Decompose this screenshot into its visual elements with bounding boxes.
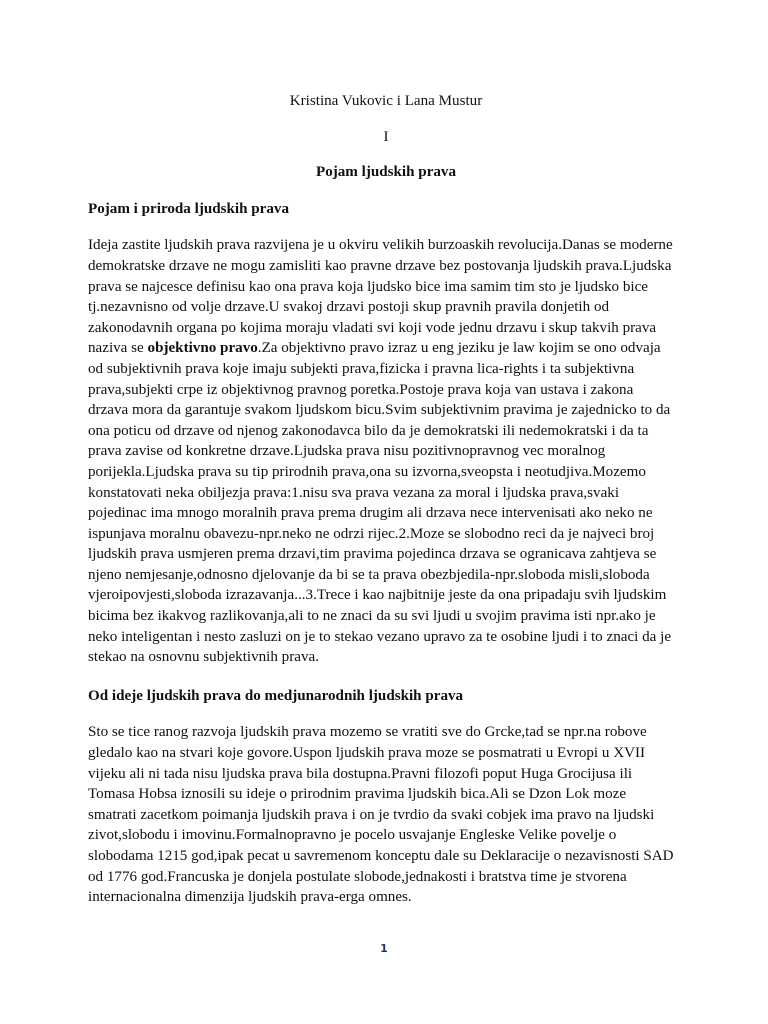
section-heading-pojam-i-priroda: Pojam i priroda ljudskih prava	[88, 200, 290, 217]
document-title: Pojam ljudskih prava	[315, 164, 457, 181]
author-line: Kristina Vukovic i Lana Mustur	[289, 93, 483, 109]
section-paragraph-pojam-i-priroda	[88, 235, 684, 667]
bold-term-objektivno-pravo: objektivno pravo	[147, 340, 258, 357]
paragraph-text-before-term: Ideja zastite ljudskih prava razvijena je u okviru velikih burzoaskih revolucija.Danas se moderne demokratske drzave ne mogu zamisliti kao pravne drzave bez postovanja ljudskih prava.Ljudska prava se najcesce definisu kao ona prava koja ljudsko bice ima samim tim sto je ljudsko bice tj.nezavnisno od volje drzave.U svakoj drzavi postoji skup pravnih pravila donjetih od zakonodavnih organa po kojima moraju vladati svi koji vode jednu drzavu i skup takvih prava naziva se	[88, 237, 673, 357]
section-heading-od-ideje: Od ideje ljudskih prava do medjunarodnih ljudskih prava	[88, 687, 464, 704]
chapter-numeral: I	[383, 128, 389, 145]
page-content	[88, 91, 684, 926]
page-number: 1	[380, 942, 388, 955]
paragraph-text-after-term: .Za objektivno pravo izraz u eng jeziku je law kojim se ono odvaja od subjektivnih prava koje imaju subjekti prava,fizicka i pravna lica-rights i ta subjektivna prava,subjekti crpe iz objektivnog pravnog poretka.Postoje prava koja van ustava i zakona drzava mora da garantuje svakom ljudskom bicu.Svim subjektivnim pravima je zajednicko to da ona poticu od drzave od njenog zakonodavca bilo da je demokratski ili nedemokratski i da ta prava zavise od konkretne drzave.Ljudska prava nisu pozitivnopravnog vec moralnog porijekla.Ljudska prava su tip prirodnih prava,ona su izvorna,sveopsta i neotudjiva.Mozemo konstatovati neka obiljezja prava:1.nisu sva prava vezana za moral i ljudska prava,svaki pojedinac ima mnogo moralnih prava prema drugim ali drzava nece intervenisati ako neko ne ispunjava moralnu obavezu-npr.neko ne odrzi rijec.2.Moze se slobodno reci da je najveci broj ljudskih prava usmjeren prema drzavi,tim pravima pojedinca drzava se ogranicava zahtjeva se njeno nemjesanje,odnosno djelovanje da bi se ta prava obezbjedila-npr.sloboda misli,sloboda vjeroipovjesti,sloboda izrazavanja...3.Trece i kao najbitnije jeste da ona pripadaju svih ljudskim bicima bez ikakvog razlikovanja,ali to ne znaci da su svi ljudi u svojim pravima isti npr.ako je neko inteligentan i nesto zasluzi on je to stekao vezano upravo za te osobine ljudi i to znaci da je stekao na osnovnu subjektivnih prava.	[88, 340, 672, 666]
section-paragraph-od-ideje: Sto se tice ranog razvoja ljudskih prava mozemo se vratiti sve do Grcke,tad se npr.na robove gledalo kao na stvari koje govore.Uspon ljudskih prava moze se posmatrati u Evropi u XVII vijeku ali ni tada nisu ljudska prava bila dostupna.Pravni filozofi poput Huga Grocijusa ili Tomasa Hobsa iznosili su ideje o prirodnim pravima ljudskih bica.Ali se Dzon Lok moze smatrati zacetkom poimanja ljudskih prava i on je tvrdio da svaki cobjek ima pravo na ljudski zivot,slobodu i imovinu.Formalnopravno je pocelo usvajanje Engleske Velike povelje o slobodama 1215 god,ipak pecat u savremenom konceptu dale su Deklaracije o nezavisnosti SAD od 1776 god.Francuska je donjela postulate slobode,jednakosti i bratstva time je stvorena internacionalna dimenzija ljudskih prava-erga omnes.	[88, 724, 674, 906]
